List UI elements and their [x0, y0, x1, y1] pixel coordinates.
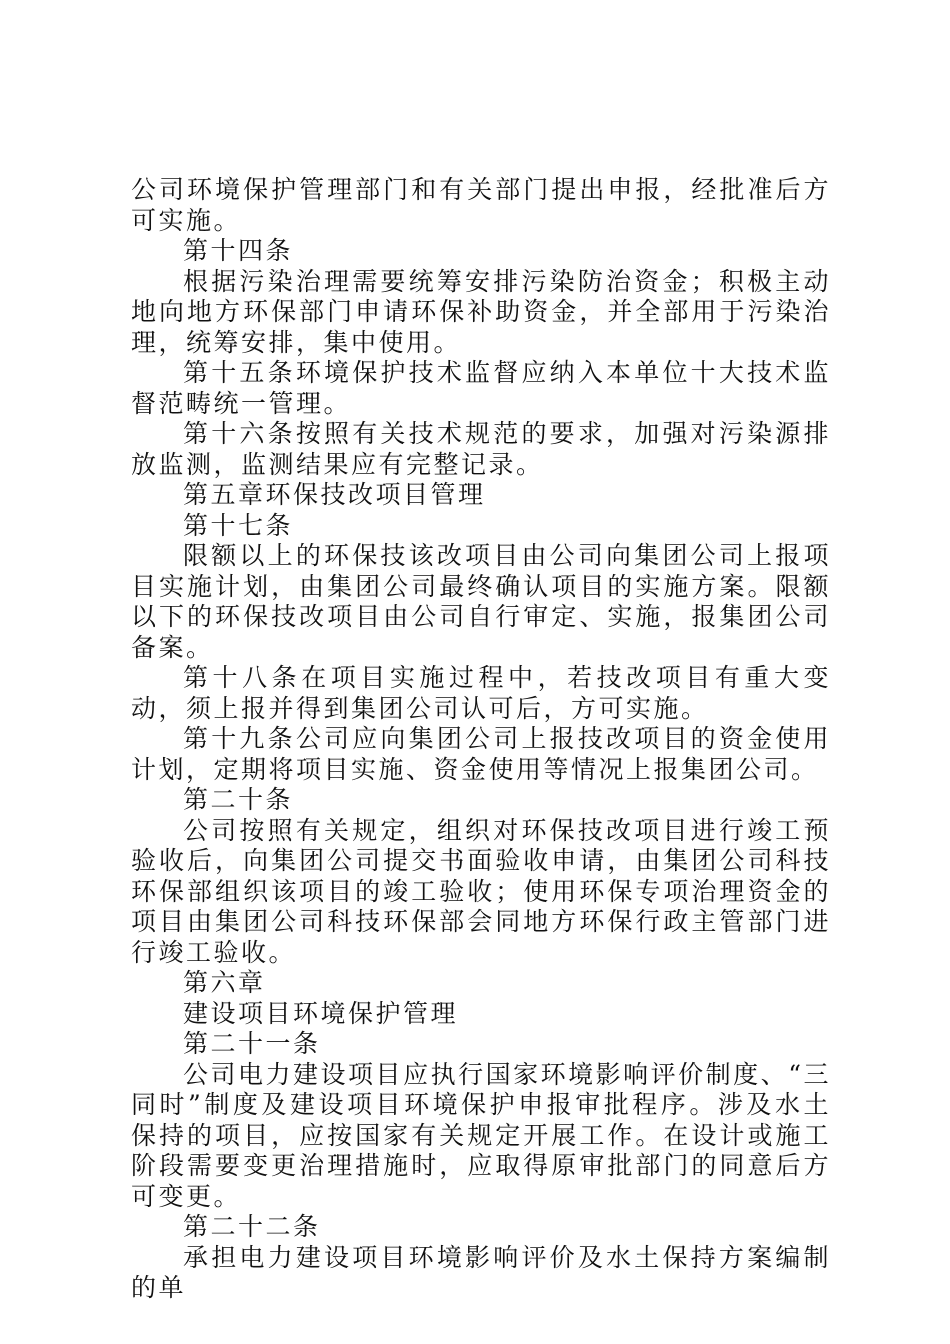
article-22-body: 承担电力建设项目环境影响评价及水土保持方案编制的单 [131, 1242, 831, 1302]
article-14-body: 根据污染治理需要统筹安排污染防治资金；积极主动地向地方环保部门申请环保补助资金，并全部用于污染治理，统筹安排，集中使用。 [131, 266, 831, 357]
article-18: 第十八条在项目实施过程中，若技改项目有重大变动，须上报并得到集团公司认可后，方可实施。 [131, 663, 831, 723]
article-21-body: 公司电力建设项目应执行国家环境影响评价制度、“三同时”制度及建设项目环境保护申报审批程序。涉及水土保持的项目，应按国家有关规定开展工作。在设计或施工阶段需要变更治理措施时，应取得原审批部门的同意后方可变更。 [131, 1059, 831, 1211]
chapter-5-heading: 第五章环保技改项目管理 [183, 480, 486, 509]
document-body [131, 175, 831, 1304]
chapter-6-title: 建设项目环境保护管理 [183, 998, 459, 1028]
article-17-body: 限额以上的环保技该改项目由公司向集团公司上报项目实施计划，由集团公司最终确认项目的实施方案。限额以下的环保技改项目由公司自行审定、实施，报集团公司备案。 [131, 541, 831, 662]
article-16: 第十六条按照有关技术规范的要求，加强对污染源排放监测，监测结果应有完整记录。 [131, 419, 831, 479]
article-19: 第十九条公司应向集团公司上报技改项目的资金使用计划，定期将项目实施、资金使用等情况上报集团公司。 [131, 724, 831, 784]
article-22-heading: 第二十二条 [183, 1212, 321, 1241]
paragraph-continuation: 公司环境保护管理部门和有关部门提出申报，经批准后方可实施。 [131, 175, 831, 235]
article-14-heading: 第十四条 [183, 236, 294, 265]
article-15: 第十五条环境保护技术监督应纳入本单位十大技术监督范畴统一管理。 [131, 358, 831, 418]
article-17-heading: 第十七条 [183, 510, 294, 540]
article-20-body: 公司按照有关规定，组织对环保技改项目进行竣工预验收后，向集团公司提交书面验收申请，由集团公司科技环保部组织该项目的竣工验收；使用环保专项治理资金的项目由集团公司科技环保部会同地方环保行政主管部门进行竣工验收。 [131, 815, 831, 967]
chapter-6-heading: 第六章 [183, 968, 266, 997]
article-20-heading: 第二十条 [183, 785, 294, 814]
article-21-heading: 第二十一条 [183, 1029, 321, 1058]
